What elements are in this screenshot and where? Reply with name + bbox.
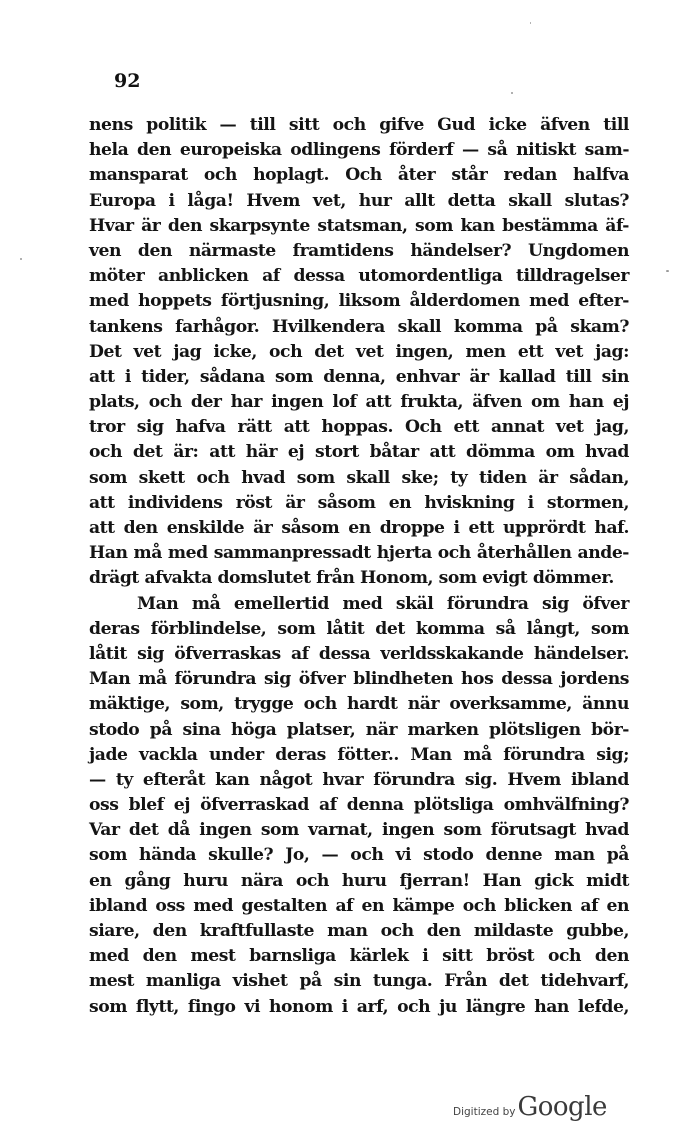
text-line: Hvar är den skarpsynte statsman, som kan bestämma äf- xyxy=(89,215,629,236)
text-line: tankens farhågor. Hvilkendera skall komma på skam? xyxy=(89,316,629,337)
text-line: mansparat och hoplagt. Och åter står redan halfva xyxy=(89,165,629,186)
paragraph-end-line: drägt afvakta domslutet från Honom, som evigt dömmer. xyxy=(89,568,614,589)
text-line: Det vet jag icke, och det vet ingen, men ett vet jag: xyxy=(89,341,629,362)
body-text xyxy=(89,113,629,1020)
text-line: att den enskilde är såsom en droppe i ett upprördt haf. xyxy=(89,518,629,538)
text-line: Man må förundra sig öfver blindheten hos dessa jordens xyxy=(89,669,629,690)
text-line: och det är: att här ej stort båtar att dömma om hvad xyxy=(89,442,629,463)
text-line: som hända skulle? Jo, — och vi stodo denne man på xyxy=(89,845,629,866)
text-line: jade vackla under deras fötter.. Man må förundra sig; xyxy=(89,744,629,765)
watermark-prefix: Digitized by xyxy=(453,1106,516,1118)
text-line: deras förblindelse, som låtit det komma så långt, som xyxy=(89,618,629,639)
text-line: stodo på sina höga platser, när marken plötsligen bör- xyxy=(89,719,629,740)
digitized-by-google-watermark xyxy=(453,1092,607,1122)
text-line: oss blef ej öfverraskad af denna plötsliga omhvälfning? xyxy=(89,795,629,816)
text-line: nens politik — till sitt och gifve Gud icke äfven till xyxy=(89,115,629,135)
text-line: plats, och der har ingen lof att frukta, äfven om han ej xyxy=(89,392,629,413)
text-line: siare, den kraftfullaste man och den mildaste gubbe, xyxy=(89,921,629,941)
text-line: hela den europeiska odlingens förderf — så nitiskt sam- xyxy=(89,140,629,161)
text-line: ven den närmaste framtidens händelser? Ungdomen xyxy=(89,240,629,261)
text-line: — ty efteråt kan något hvar förundra sig. Hvem ibland xyxy=(89,769,629,790)
text-line: ibland oss med gestalten af en kämpe och blicken af en xyxy=(89,895,629,916)
google-logo: Google xyxy=(517,1092,607,1122)
text-line: tror sig hafva rätt att hoppas. Och ett annat vet jag, xyxy=(89,417,629,438)
text-line: låtit sig öfverraskas af dessa verldsskakande händelser. xyxy=(89,643,629,664)
text-line: möter anblicken af dessa utomordentliga tilldragelser xyxy=(89,266,629,287)
paper-speck xyxy=(511,92,513,94)
text-line: med den mest barnsliga kärlek i sitt bröst och den xyxy=(89,946,629,967)
text-line: mäktige, som, trygge och hardt när overksamme, ännu xyxy=(89,694,629,715)
paragraph-start-line: Man må emellertid med skäl förundra sig öfver xyxy=(137,593,629,614)
text-line: att i tider, sådana som denna, enhvar är kallad till sin xyxy=(89,366,629,387)
text-line: Han må med sammanpressadt hjerta och återhållen ande- xyxy=(89,543,629,564)
page-number: 92 xyxy=(114,70,141,92)
text-line: en gång huru nära och huru fjerran! Han gick midt xyxy=(89,870,629,891)
paper-speck xyxy=(530,22,531,24)
text-line: mest manliga vishet på sin tunga. Från det tidehvarf, xyxy=(89,971,629,992)
text-line: att individens röst är såsom en hviskning i stormen, xyxy=(89,492,629,513)
paper-speck xyxy=(20,258,22,260)
paper-speck xyxy=(666,270,669,272)
text-line: Var det då ingen som varnat, ingen som förutsagt hvad xyxy=(89,820,629,841)
text-line: som skett och hvad som skall ske; ty tiden är sådan, xyxy=(89,467,629,488)
text-line: som flytt, fingo vi honom i arf, och ju längre han lefde, xyxy=(89,996,629,1017)
text-line: Europa i låga! Hvem vet, hur allt detta skall slutas? xyxy=(89,190,629,211)
text-line: med hoppets förtjusning, liksom ålderdomen med efter- xyxy=(89,291,629,312)
